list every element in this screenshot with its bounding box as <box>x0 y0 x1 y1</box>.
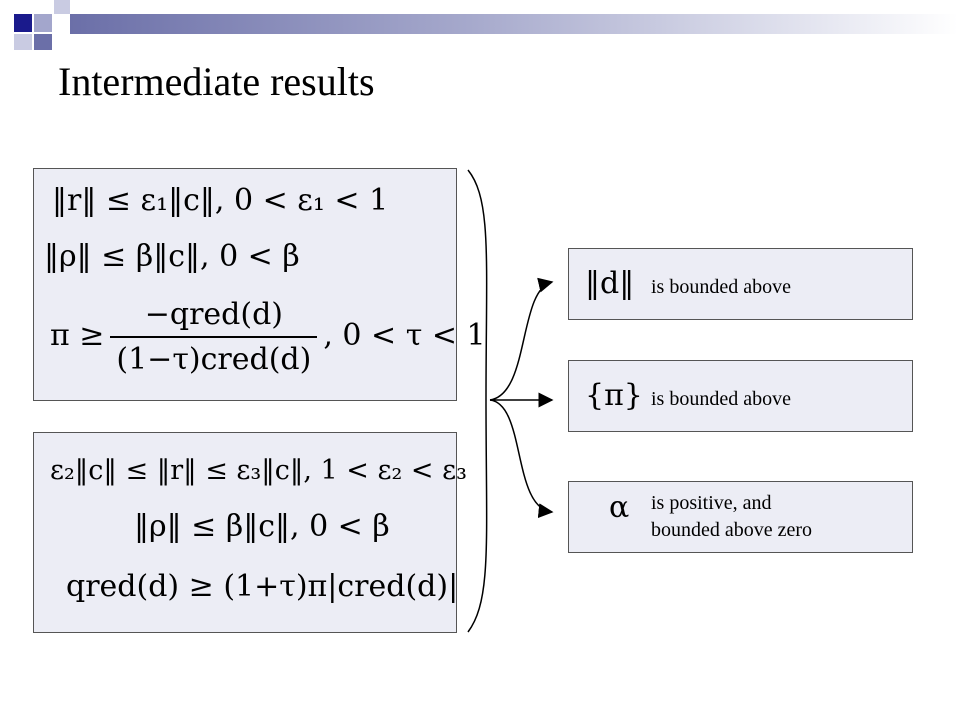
alpha-symbol: α <box>609 490 630 525</box>
pi-bound-rhs: , 0 < τ < 1 <box>323 318 486 353</box>
pi-bound-lhs: π ≥ <box>50 318 105 353</box>
condition-rho-bound-2: ‖ρ‖ ≤ β‖c‖, 0 < β <box>134 509 390 544</box>
condition-r-bound: ‖r‖ ≤ ε₁‖c‖, 0 < ε₁ < 1 <box>52 183 389 218</box>
condition-qred-bound: qred(d) ≥ (1+τ)π|cred(d)| <box>66 569 459 604</box>
result-box-alpha <box>568 481 913 553</box>
pi-bound-numerator: −qred(d) <box>110 297 317 338</box>
brace-curve <box>468 170 487 632</box>
arrow-to-result-1 <box>490 282 552 400</box>
arrow-to-result-3 <box>490 400 552 512</box>
pi-bound-denominator: (1−τ)cred(d) <box>116 342 312 377</box>
result-box-pi <box>568 360 913 432</box>
pi-set-symbol: {π} <box>585 378 643 413</box>
slide-title: Intermediate results <box>58 59 375 104</box>
result-box-d <box>568 248 913 320</box>
norm-d-symbol: ‖d‖ <box>585 266 635 301</box>
condition-rho-bound: ‖ρ‖ ≤ β‖c‖, 0 < β <box>44 239 300 274</box>
result-text-line-2: bounded above zero <box>651 519 813 541</box>
result-text: is bounded above <box>651 388 791 410</box>
condition-r-two-sided-bound: ε₂‖c‖ ≤ ‖r‖ ≤ ε₃‖c‖, 1 < ε₂ < ε₃ <box>50 455 467 486</box>
result-text-line-1: is positive, and <box>651 492 772 514</box>
result-text: is bounded above <box>651 276 791 298</box>
